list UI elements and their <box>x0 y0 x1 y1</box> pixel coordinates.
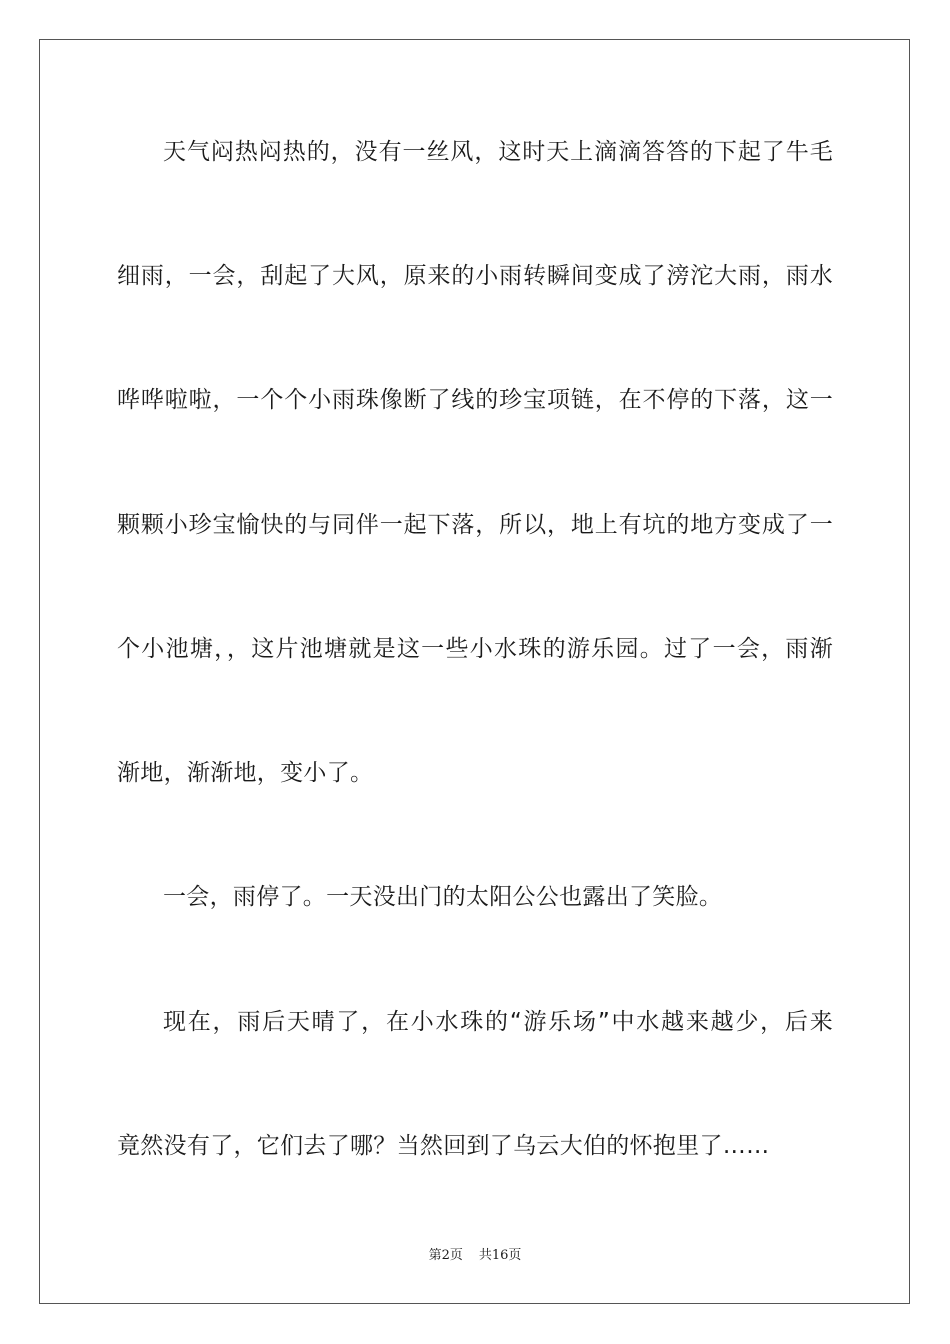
paragraph-3-line-2: 竟然没有了，它们去了哪？当然回到了乌云大伯的怀抱里了…… <box>117 1133 770 1159</box>
paragraph-1-line-6: 渐地，渐渐地，变小了。 <box>117 760 374 786</box>
paragraph-1-line-1: 天气闷热闷热的，没有一丝风，这时天上滴滴答答的下起了牛毛 <box>163 139 833 165</box>
paragraph-1-line-3: 哗哗啦啦，一个个小雨珠像断了线的珍宝项链，在不停的下落，这一 <box>117 387 833 413</box>
page-frame <box>39 39 910 1304</box>
page-number: 第2页 <box>428 1248 463 1263</box>
paragraph-2-line-1: 一会，雨停了。一天没出门的太阳公公也露出了笑脸。 <box>163 884 723 910</box>
page-total: 共16页 <box>478 1248 522 1263</box>
page-footer <box>0 1247 950 1265</box>
paragraph-1-line-5: 个小池塘，，这片池塘就是这一些小水珠的游乐园。过了一会，雨渐 <box>117 636 833 662</box>
paragraph-3-line-1: 现在，雨后天晴了，在小水珠的“游乐场”中水越来越少，后来 <box>163 1009 833 1035</box>
paragraph-1-line-2: 细雨，一会，刮起了大风，原来的小雨转瞬间变成了滂沱大雨，雨水 <box>117 263 833 289</box>
paragraph-1-line-4: 颗颗小珍宝愉快的与同伴一起下落，所以，地上有坑的地方变成了一 <box>117 512 833 538</box>
